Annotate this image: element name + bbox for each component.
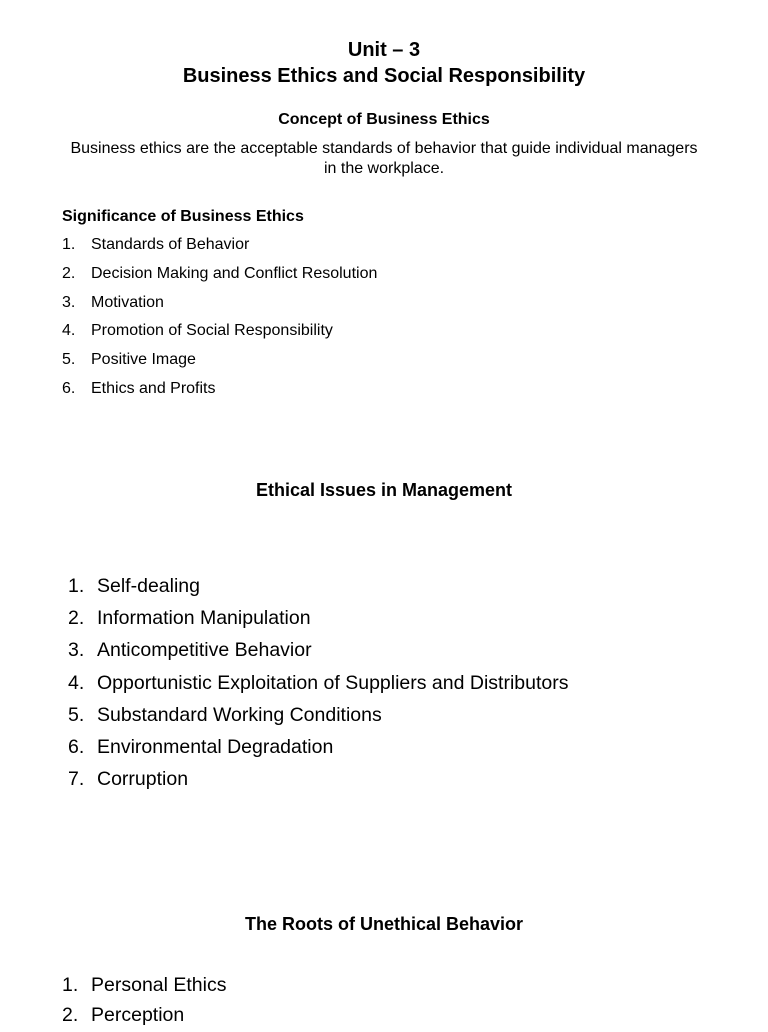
- list-item: [68, 574, 569, 606]
- list-item: [68, 671, 569, 703]
- list-text: Environmental Degradation: [97, 735, 333, 767]
- list-text: Decision Making and Conflict Resolution: [91, 264, 377, 293]
- list-text: Personal Ethics: [91, 973, 226, 1003]
- list-item: [62, 321, 377, 350]
- list-item: [68, 606, 569, 638]
- roots-heading: The Roots of Unethical Behavior: [0, 913, 768, 935]
- significance-list: [62, 235, 377, 408]
- list-number: 2.: [62, 1003, 91, 1032]
- list-number: 1.: [62, 235, 91, 264]
- list-number: 1.: [62, 973, 91, 1003]
- list-text: Anticompetitive Behavior: [97, 638, 312, 670]
- list-number: 5.: [62, 350, 91, 379]
- list-number: 2.: [68, 606, 97, 638]
- list-text: Motivation: [91, 293, 164, 322]
- ethical-issues-heading: Ethical Issues in Management: [0, 479, 768, 501]
- list-number: 6.: [62, 379, 91, 408]
- significance-heading: Significance of Business Ethics: [62, 207, 304, 227]
- list-item: [62, 264, 377, 293]
- ethical-issues-list: [68, 574, 569, 799]
- list-text: Ethics and Profits: [91, 379, 216, 408]
- list-text: Substandard Working Conditions: [97, 703, 382, 735]
- document-title: Business Ethics and Social Responsibility: [0, 64, 768, 88]
- list-item: [62, 973, 226, 1003]
- list-number: 7.: [68, 767, 97, 799]
- list-text: Standards of Behavior: [91, 235, 249, 264]
- list-item: [68, 638, 569, 670]
- list-text: Self-dealing: [97, 574, 200, 606]
- list-item: [62, 350, 377, 379]
- list-number: 1.: [68, 574, 97, 606]
- list-item: [62, 293, 377, 322]
- list-item: [62, 1003, 226, 1032]
- list-text: Corruption: [97, 767, 188, 799]
- list-number: 5.: [68, 703, 97, 735]
- list-text: Promotion of Social Responsibility: [91, 321, 333, 350]
- list-text: Positive Image: [91, 350, 196, 379]
- list-item: [62, 235, 377, 264]
- list-number: 4.: [62, 321, 91, 350]
- list-item: [68, 767, 569, 799]
- list-number: 3.: [62, 293, 91, 322]
- unit-title: Unit – 3: [0, 38, 768, 62]
- list-text: Information Manipulation: [97, 606, 311, 638]
- list-text: Opportunistic Exploitation of Suppliers and Distributors: [97, 671, 569, 703]
- list-item: [62, 379, 377, 408]
- concept-heading: Concept of Business Ethics: [0, 110, 768, 130]
- list-item: [68, 703, 569, 735]
- roots-list: [62, 973, 226, 1032]
- concept-body: Business ethics are the acceptable standards of behavior that guide individual managers in the workplace.: [70, 139, 698, 179]
- list-item: [68, 735, 569, 767]
- list-number: 4.: [68, 671, 97, 703]
- list-number: 2.: [62, 264, 91, 293]
- list-number: 3.: [68, 638, 97, 670]
- list-text: Perception: [91, 1003, 184, 1032]
- list-number: 6.: [68, 735, 97, 767]
